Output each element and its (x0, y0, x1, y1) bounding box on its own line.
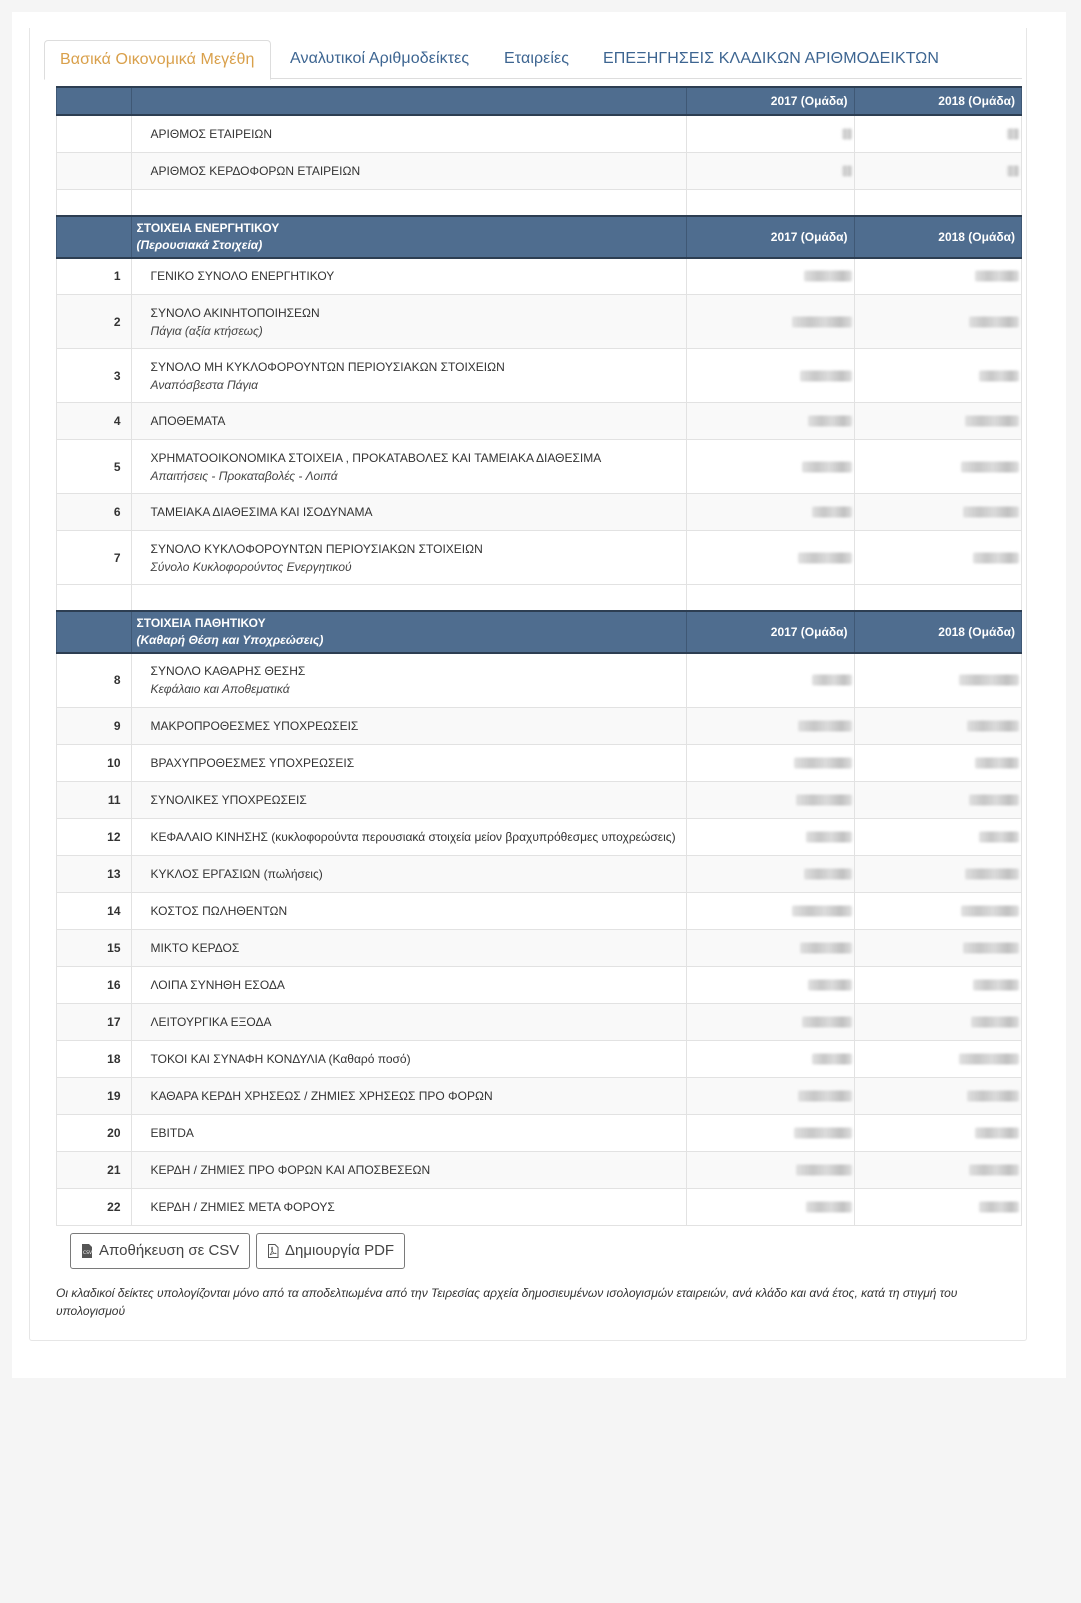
table-row (57, 440, 1022, 494)
value-2017 (687, 403, 854, 440)
row-label-text: ΚΕΡΔΗ / ΖΗΜΙΕΣ ΜΕΤΑ ΦΟΡΟΥΣ (150, 1199, 335, 1214)
redacted-value (802, 1016, 852, 1027)
row-label-text: ΚΥΚΛΟΣ ΕΡΓΑΣΙΩΝ (πωλήσεις) (150, 866, 323, 881)
row-number: 14 (57, 892, 132, 929)
table-row (57, 152, 1022, 189)
value-2017 (687, 1151, 854, 1188)
row-label (131, 531, 687, 585)
redacted-value (806, 1201, 852, 1212)
value-2017 (687, 818, 854, 855)
redacted-value (804, 868, 852, 879)
redacted-value (806, 831, 852, 842)
value-2018 (854, 892, 1022, 929)
table-row (57, 349, 1022, 403)
row-number: 6 (57, 494, 132, 531)
row-sublabel: Σύνολο Κυκλοφορούντος Ενεργητικού (150, 559, 352, 574)
row-label (131, 966, 687, 1003)
row-label (131, 1151, 687, 1188)
row-label-text: ΤΟΚΟΙ ΚΑΙ ΣΥΝΑΦΗ ΚΟΝΔΥΛΙΑ (Καθαρό ποσό) (150, 1051, 411, 1066)
spacer-cell (854, 585, 1022, 612)
row-number: 4 (57, 403, 132, 440)
table-row (57, 1003, 1022, 1040)
value-2018 (854, 1114, 1022, 1151)
redacted-value (800, 942, 852, 953)
redacted-value (800, 370, 852, 381)
table-row (57, 781, 1022, 818)
redacted-value (802, 461, 852, 472)
table-row (57, 929, 1022, 966)
redacted-value (796, 1164, 852, 1175)
row-label-text: ΣΥΝΟΛΟ ΚΑΘΑΡΗΣ ΘΕΣΗΣ (150, 664, 306, 679)
row-label (131, 781, 687, 818)
redacted-value (969, 316, 1019, 327)
row-label (131, 115, 687, 152)
row-label-text: ΜΑΚΡΟΠΡΟΘΕΣΜΕΣ ΥΠΟΧΡΕΩΣΕΙΣ (150, 718, 359, 733)
redacted-value (965, 416, 1019, 427)
section-subtitle: (Καθαρή Θέση και Υποχρεώσεις) (136, 633, 324, 647)
table-row (57, 1077, 1022, 1114)
row-number: 19 (57, 1077, 132, 1114)
row-number: 3 (57, 349, 132, 403)
table-row (57, 744, 1022, 781)
table-row (57, 966, 1022, 1003)
value-2017 (687, 1114, 854, 1151)
value-2018 (854, 1040, 1022, 1077)
tab-analytic-ratios[interactable]: Αναλυτικοί Αριθμοδείκτες (290, 50, 470, 67)
row-label-text: ΑΡΙΘΜΟΣ ΕΤΑΙΡΕΙΩΝ (150, 126, 273, 141)
section-title-cell (131, 611, 687, 653)
redacted-value (808, 979, 852, 990)
redacted-value (1007, 165, 1019, 176)
row-label (131, 349, 687, 403)
table-header (57, 87, 1022, 115)
redacted-value (796, 794, 852, 805)
row-label-text: EBITDA (150, 1125, 194, 1140)
row-number: 15 (57, 929, 132, 966)
row-label (131, 818, 687, 855)
value-2018 (854, 818, 1022, 855)
row-label-text: ΓΕΝΙΚΟ ΣΥΝΟΛΟ ΕΝΕΡΓΗΤΙΚΟΥ (150, 269, 335, 284)
row-number: 17 (57, 1003, 132, 1040)
section-header-2018: 2018 (Ομάδα) (854, 216, 1022, 258)
redacted-value (973, 979, 1019, 990)
table-row (57, 494, 1022, 531)
redacted-value (979, 1201, 1019, 1212)
tab-ratio-explanations[interactable]: ΕΠΕΞΗΓΗΣΕΙΣ ΚΛΑΔΙΚΩΝ ΑΡΙΘΜΟΔΕΙΚΤΩΝ (603, 50, 940, 67)
row-label-text: ΛΕΙΤΟΥΡΓΙΚΑ ΕΞΟΔΑ (150, 1014, 272, 1029)
row-label-text: ΑΡΙΘΜΟΣ ΚΕΡΔΟΦΟΡΩΝ ΕΤΑΙΡΕΙΩΝ (150, 163, 361, 178)
redacted-value (812, 507, 852, 518)
redacted-value (967, 1090, 1019, 1101)
row-number: 13 (57, 855, 132, 892)
row-number (57, 115, 132, 152)
header-num-cell (57, 87, 132, 115)
value-2017 (687, 966, 854, 1003)
table-row (57, 1151, 1022, 1188)
row-label (131, 855, 687, 892)
redacted-value (792, 316, 852, 327)
value-2018 (854, 403, 1022, 440)
value-2018 (854, 1003, 1022, 1040)
value-2018 (854, 855, 1022, 892)
row-label-text: ΚΕΦΑΛΑΙΟ ΚΙΝΗΣΗΣ (κυκλοφορούντα περουσιακά στοιχεία μείον βραχυπρόθεσμες υποχρεώσεις) (150, 829, 676, 844)
row-number: 10 (57, 744, 132, 781)
row-sublabel: Απαιτήσεις - Προκαταβολές - Λοιπά (150, 468, 338, 483)
redacted-value (975, 271, 1019, 282)
table-row (57, 1188, 1022, 1225)
redacted-value (969, 1164, 1019, 1175)
redacted-value (979, 370, 1019, 381)
spacer-cell (57, 189, 132, 216)
value-2018 (854, 152, 1022, 189)
value-2018 (854, 781, 1022, 818)
row-label-text: ΧΡΗΜΑΤΟΟΙΚΟΝΟΜΙΚΑ ΣΤΟΙΧΕΙΑ , ΠΡΟΚΑΤΑΒΟΛΕΣ ΚΑΙ ΤΑΜΕΙΑΚΑ ΔΙΑΘΕΣΙΜΑ (150, 450, 602, 465)
financials-table (56, 86, 1022, 1226)
footnote: Οι κλαδικοί δείκτες υπολογίζονται μόνο από τα αποδελτιωμένα από την Τειρεσίας αρχεία δημοσιευμένων ισολογισμών εταιρειών, ανά κλάδο και ανά έτος, κατά τη στιγμή του υπολογισμού (56, 1286, 958, 1318)
value-2017 (687, 855, 854, 892)
csv-file-icon (81, 1244, 93, 1258)
redacted-value (798, 1090, 852, 1101)
redacted-value (963, 507, 1019, 518)
tab-companies[interactable]: Εταιρείες (504, 50, 570, 67)
header-2018: 2018 (Ομάδα) (854, 87, 1022, 115)
redacted-value (965, 868, 1019, 879)
spacer-cell (854, 189, 1022, 216)
value-2018 (854, 653, 1022, 707)
row-label (131, 494, 687, 531)
section-header-2017: 2017 (Ομάδα) (687, 216, 854, 258)
row-number: 21 (57, 1151, 132, 1188)
row-label-text: ΚΕΡΔΗ / ΖΗΜΙΕΣ ΠΡΟ ΦΟΡΩΝ ΚΑΙ ΑΠΟΣΒΕΣΕΩΝ (150, 1162, 431, 1177)
value-2017 (687, 1188, 854, 1225)
value-2017 (687, 1003, 854, 1040)
redacted-value (973, 552, 1019, 563)
row-label (131, 707, 687, 744)
create-pdf-button[interactable] (256, 1233, 405, 1269)
row-number: 18 (57, 1040, 132, 1077)
value-2017 (687, 295, 854, 349)
row-number: 7 (57, 531, 132, 585)
row-label (131, 258, 687, 295)
redacted-value (961, 461, 1019, 472)
value-2017 (687, 653, 854, 707)
redacted-value (1007, 128, 1019, 139)
row-number: 22 (57, 1188, 132, 1225)
spacer-cell (57, 585, 132, 612)
row-number: 1 (57, 258, 132, 295)
row-number: 20 (57, 1114, 132, 1151)
redacted-value (812, 675, 852, 686)
row-label (131, 1077, 687, 1114)
row-label-text: ΛΟΙΠΑ ΣΥΝΗΘΗ ΕΣΟΔΑ (150, 977, 285, 992)
value-2017 (687, 781, 854, 818)
redacted-value (979, 831, 1019, 842)
redacted-value (794, 1127, 852, 1138)
table-row (57, 855, 1022, 892)
redacted-value (971, 1016, 1019, 1027)
value-2017 (687, 531, 854, 585)
value-2018 (854, 707, 1022, 744)
value-2018 (854, 929, 1022, 966)
row-number: 11 (57, 781, 132, 818)
value-2018 (854, 1151, 1022, 1188)
value-2017 (687, 440, 854, 494)
table-row (57, 115, 1022, 152)
row-label-text: ΑΠΟΘΕΜΑΤΑ (150, 414, 226, 428)
value-2018 (854, 349, 1022, 403)
value-2017 (687, 707, 854, 744)
row-number: 8 (57, 653, 132, 707)
row-number (57, 152, 132, 189)
section-title-cell (131, 216, 687, 258)
value-2017 (687, 929, 854, 966)
table-row (57, 892, 1022, 929)
section-header-liabilities (57, 611, 1022, 653)
redacted-value (963, 942, 1019, 953)
redacted-value (804, 271, 852, 282)
value-2018 (854, 966, 1022, 1003)
value-2018 (854, 258, 1022, 295)
row-label-text: ΣΥΝΟΛΟ ΜΗ ΚΥΚΛΟΦΟΡΟΥΝΤΩΝ ΠΕΡΙΟΥΣΙΑΚΩΝ ΣΤΟΙΧΕΙΩΝ (150, 359, 505, 374)
row-label (131, 1188, 687, 1225)
table-row (57, 295, 1022, 349)
row-label (131, 403, 687, 440)
value-2018 (854, 1188, 1022, 1225)
row-label (131, 1003, 687, 1040)
value-2018 (854, 531, 1022, 585)
row-number: 5 (57, 440, 132, 494)
table-row (57, 707, 1022, 744)
row-sublabel: Αναπόσβεστα Πάγια (150, 377, 259, 392)
value-2017 (687, 349, 854, 403)
redacted-value (842, 128, 852, 139)
redacted-value (798, 552, 852, 563)
section-header-2017: 2017 (Ομάδα) (687, 611, 854, 653)
value-2017 (687, 892, 854, 929)
header-label-cell (131, 87, 687, 115)
row-number: 16 (57, 966, 132, 1003)
section-title: ΣΤΟΙΧΕΙΑ ΠΑΘΗΤΙΚΟΥ (136, 616, 266, 630)
row-label (131, 653, 687, 707)
spacer-row (57, 585, 1022, 612)
tab-bar (44, 40, 1022, 79)
row-label (131, 440, 687, 494)
row-label-text: ΤΑΜΕΙΑΚΑ ΔΙΑΘΕΣΙΜΑ ΚΑΙ ΙΣΟΔΥΝΑΜΑ (150, 505, 373, 519)
redacted-value (967, 720, 1019, 731)
value-2017 (687, 1040, 854, 1077)
redacted-value (812, 1053, 852, 1064)
row-sublabel: Πάγια (αξία κτήσεως) (150, 323, 263, 338)
header-2017: 2017 (Ομάδα) (687, 87, 854, 115)
section-header-2018: 2018 (Ομάδα) (854, 611, 1022, 653)
value-2017 (687, 744, 854, 781)
row-label-text: ΜΙΚΤΟ ΚΕΡΔΟΣ (150, 940, 240, 955)
svg-text:CSV: CSV (83, 1251, 93, 1256)
table-row (57, 403, 1022, 440)
row-label (131, 1040, 687, 1077)
tab-basic-financials[interactable]: Βασικά Οικονομικά Μεγέθη (44, 40, 271, 80)
redacted-value (961, 905, 1019, 916)
redacted-value (975, 757, 1019, 768)
section-num-cell (57, 611, 132, 653)
row-number: 9 (57, 707, 132, 744)
row-label (131, 744, 687, 781)
row-label-text: ΚΑΘΑΡΑ ΚΕΡΔΗ ΧΡΗΣΕΩΣ / ΖΗΜΙΕΣ ΧΡΗΣΕΩΣ ΠΡΟ ΦΟΡΩΝ (150, 1088, 493, 1103)
value-2017 (687, 115, 854, 152)
section-subtitle: (Περουσιακά Στοιχεία) (136, 237, 263, 252)
row-label (131, 892, 687, 929)
value-2018 (854, 744, 1022, 781)
value-2017 (687, 494, 854, 531)
row-label (131, 929, 687, 966)
value-2018 (854, 494, 1022, 531)
redacted-value (959, 675, 1019, 686)
section-num-cell (57, 216, 132, 258)
value-2018 (854, 440, 1022, 494)
spacer-cell (131, 585, 687, 612)
row-number: 2 (57, 295, 132, 349)
redacted-value (798, 720, 852, 731)
row-label (131, 1114, 687, 1151)
redacted-value (975, 1127, 1019, 1138)
redacted-value (794, 757, 852, 768)
table-row (57, 653, 1022, 707)
table-row (57, 1040, 1022, 1077)
value-2018 (854, 115, 1022, 152)
row-label-text: ΣΥΝΟΛΟ ΑΚΙΝΗΤΟΠΟΙΗΣΕΩΝ (150, 305, 320, 320)
row-label-text: ΚΟΣΤΟΣ ΠΩΛΗΘΕΝΤΩΝ (150, 903, 288, 918)
spacer-cell (687, 189, 854, 216)
spacer-cell (131, 189, 687, 216)
redacted-value (969, 794, 1019, 805)
table-row (57, 1114, 1022, 1151)
row-label-text: ΣΥΝΟΛΟ ΚΥΚΛΟΦΟΡΟΥΝΤΩΝ ΠΕΡΙΟΥΣΙΑΚΩΝ ΣΤΟΙΧΕΙΩΝ (150, 541, 483, 556)
redacted-value (959, 1053, 1019, 1064)
row-label-text: ΣΥΝΟΛΙΚΕΣ ΥΠΟΧΡΕΩΣΕΙΣ (150, 792, 307, 807)
row-number: 12 (57, 818, 132, 855)
value-2017 (687, 258, 854, 295)
table-row (57, 258, 1022, 295)
row-label (131, 152, 687, 189)
value-2018 (854, 1077, 1022, 1114)
row-sublabel: Κεφάλαιο και Αποθεματικά (150, 682, 290, 697)
spacer-row (57, 189, 1022, 216)
redacted-value (808, 416, 852, 427)
redacted-value (792, 905, 852, 916)
row-label-text: ΒΡΑΧΥΠΡΟΘΕΣΜΕΣ ΥΠΟΧΡΕΩΣΕΙΣ (150, 755, 355, 770)
row-label (131, 295, 687, 349)
table-row (57, 818, 1022, 855)
section-header-assets (57, 216, 1022, 258)
save-csv-button[interactable] (70, 1233, 250, 1269)
value-2017 (687, 152, 854, 189)
section-title: ΣΤΟΙΧΕΙΑ ΕΝΕΡΓΗΤΙΚΟΥ (136, 220, 280, 235)
pdf-file-icon (267, 1244, 279, 1258)
table-row (57, 531, 1022, 585)
create-pdf-label: Δημιουργία PDF (285, 1242, 395, 1259)
redacted-value (842, 165, 852, 176)
save-csv-label: Αποθήκευση σε CSV (99, 1242, 240, 1259)
value-2018 (854, 295, 1022, 349)
value-2017 (687, 1077, 854, 1114)
spacer-cell (687, 585, 854, 612)
